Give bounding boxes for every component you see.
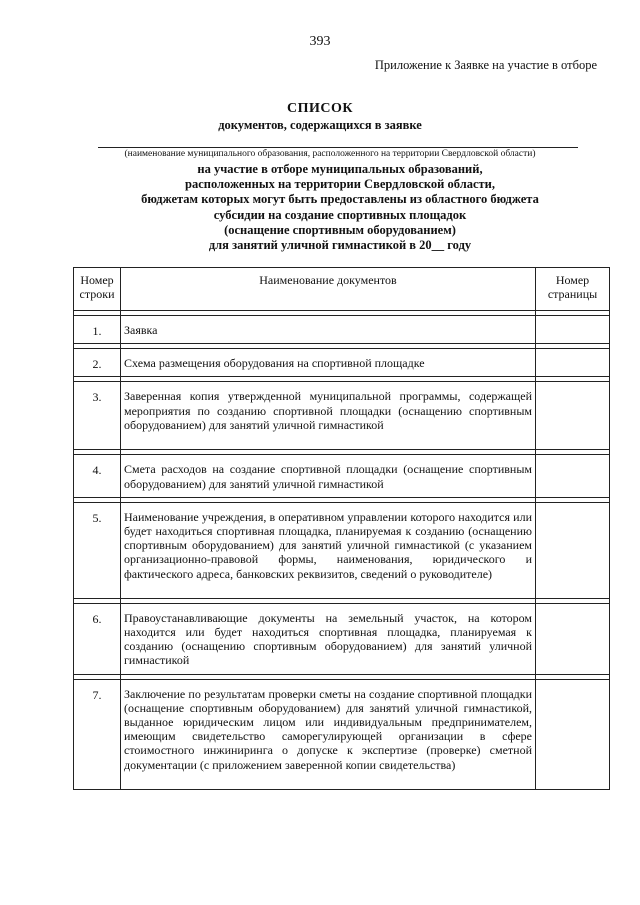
documents-table [73, 267, 610, 790]
document-name: Заключение по результатам проверки сметы на создание спортивной площадки (оснащение спортивным оборудованием) для занятий уличной гимнастикой, выданное юридическим лицом или индивидуальным предпринимателем, имеющим свидетельство саморегулирующей организации в сфере стоимостного инжиниринга о допуске к экспертизе (проверке) сметной документации (с приложением заверенной копии свидетельства) [121, 679, 536, 789]
table-row [74, 349, 610, 377]
heading-line: для занятий уличной гимнастикой в 20__ году [208, 238, 472, 253]
heading-line: на участие в отборе муниципальных образований, [197, 162, 483, 176]
table-row [74, 316, 610, 344]
heading-line: бюджетам которых могут быть предоставлены из областного бюджета [141, 192, 539, 207]
header-row-number: Номер строки [74, 268, 121, 311]
document-subtitle: документов, содержащихся в заявке [218, 118, 422, 132]
table-row [74, 455, 610, 497]
table-row [74, 679, 610, 789]
document-name: Схема размещения оборудования на спортивной площадке [121, 349, 536, 377]
header-document-name: Наименование документов [121, 268, 536, 311]
row-number: 4. [74, 455, 121, 497]
document-name: Наименование учреждения, в оперативном управлении которого находится или будет находиться спортивная площадка, планируемая к созданию (оснащению спортивным оборудованием) для занятий уличной гимнастикой (с указанием организационно-правовой формы, наименования, юридического и фактического адреса, банковских реквизитов, сведений о руководителе) [121, 502, 536, 598]
page-cell [536, 316, 610, 344]
fill-in-caption: (наименование муниципального образования, расположенного на территории Свердловской области) [124, 149, 536, 159]
heading-line: расположенных на территории Свердловской области, [185, 177, 495, 192]
page-cell [536, 603, 610, 674]
page-cell [536, 349, 610, 377]
header-page-number: Номер страницы [536, 268, 610, 311]
page-cell [536, 679, 610, 789]
row-number: 5. [74, 502, 121, 598]
document-name: Заверенная копия утвержденной муниципальной программы, содержащей мероприятия по созданию спортивной площадки (оснащению спортивным оборудованием) для занятий уличной гимнастикой [121, 382, 536, 450]
appendix-note: Приложение к Заявке на участие в отборе [374, 58, 597, 72]
row-number: 2. [74, 349, 121, 377]
page-cell [536, 382, 610, 450]
document-title: СПИСОК [286, 101, 354, 116]
page-cell [536, 455, 610, 497]
page-cell [536, 502, 610, 598]
row-number: 3. [74, 382, 121, 450]
selection-heading [0, 162, 640, 253]
table-row [74, 603, 610, 674]
row-number: 7. [74, 679, 121, 789]
document-name: Правоустанавливающие документы на земельный участок, на котором находится или будет находиться спортивная площадка, планируемая к созданию (оснащению спортивным оборудованием) для занятий уличной гимнастикой [121, 603, 536, 674]
page-number: 393 [309, 34, 331, 49]
table-row [74, 502, 610, 598]
row-number: 1. [74, 316, 121, 344]
table-row [74, 382, 610, 450]
heading-line: (оснащение спортивным оборудованием) [224, 222, 456, 237]
fill-in-line [98, 147, 578, 148]
document-name: Заявка [121, 316, 536, 344]
table-header-row [74, 268, 610, 311]
document-name: Смета расходов на создание спортивной площадки (оснащение спортивным оборудованием) для занятий уличной гимнастикой [121, 455, 536, 497]
row-number: 6. [74, 603, 121, 674]
heading-line: субсидии на создание спортивных площадок [213, 207, 467, 222]
